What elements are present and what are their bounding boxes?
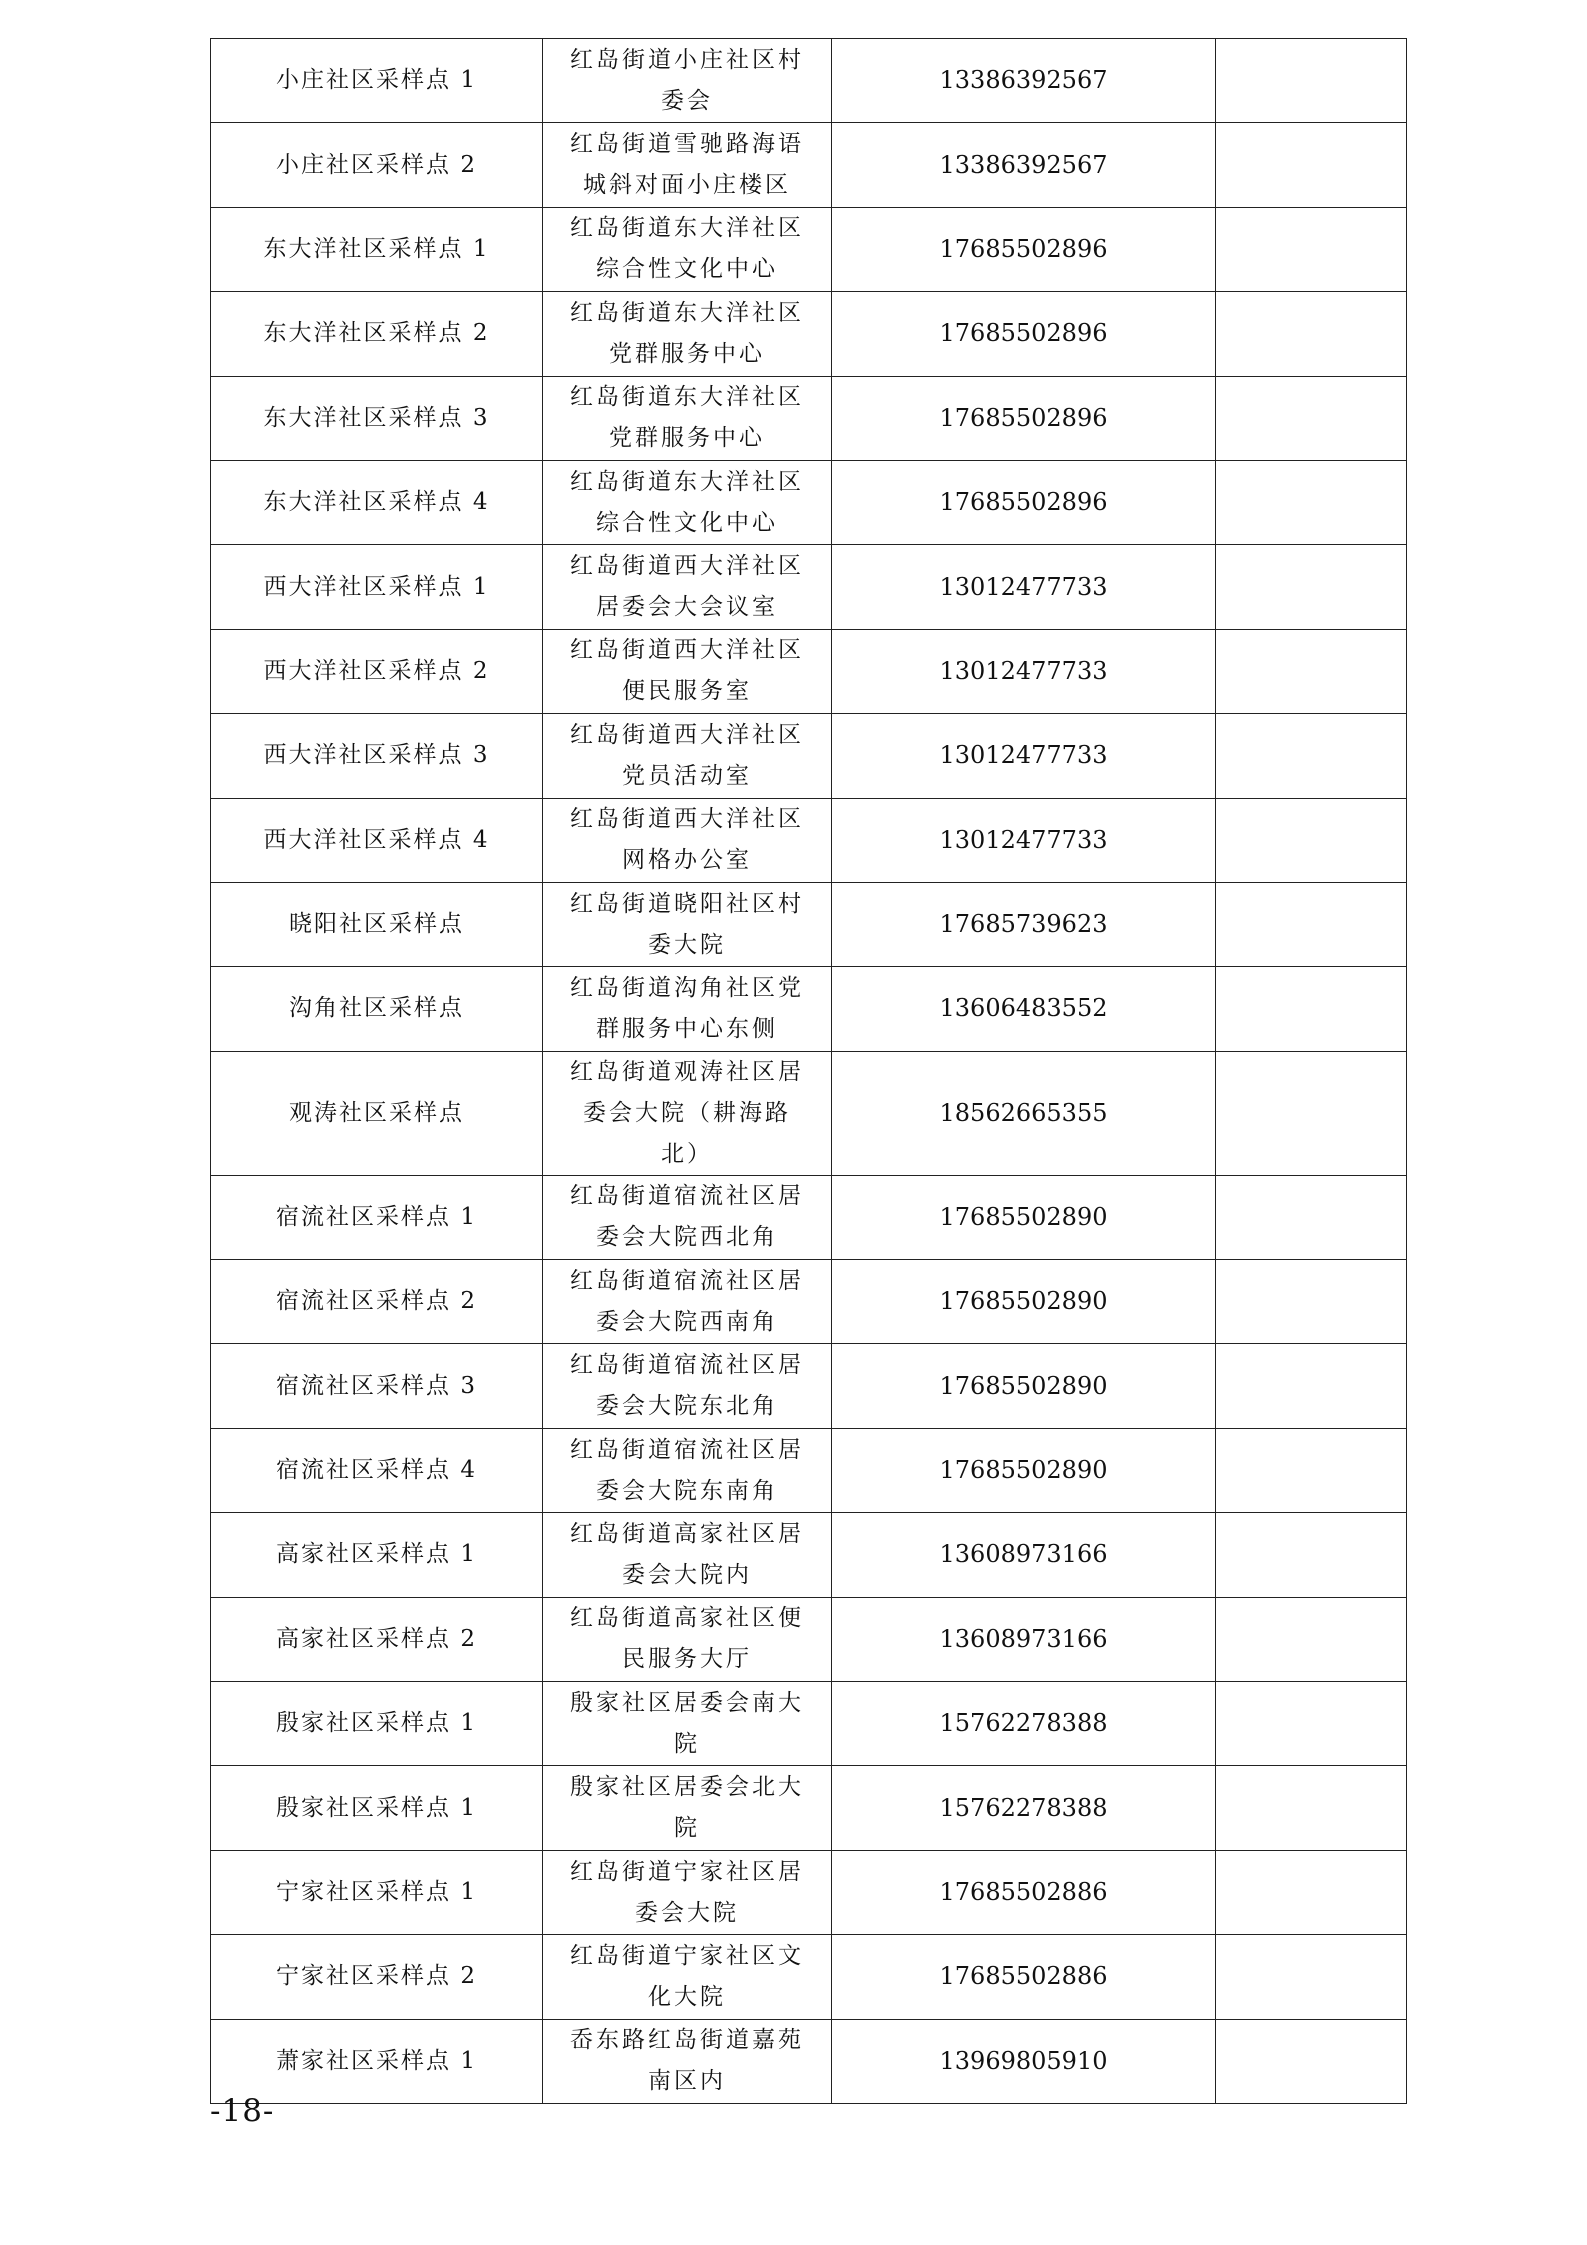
contact-phone-cell: 13606483552 xyxy=(832,967,1216,1051)
site-name-cell: 西大洋社区采样点 3 xyxy=(211,714,543,798)
site-address-cell: 红岛街道西大洋社区网格办公室 xyxy=(543,798,832,882)
table-row xyxy=(211,1766,1407,1850)
site-name-cell: 晓阳社区采样点 xyxy=(211,882,543,966)
remarks-cell xyxy=(1216,545,1407,629)
site-address-cell: 红岛街道雪驰路海语城斜对面小庄楼区 xyxy=(543,123,832,207)
site-address-cell: 红岛街道东大洋社区党群服务中心 xyxy=(543,376,832,460)
site-address-cell: 殷家社区居委会南大院 xyxy=(543,1682,832,1766)
site-address-cell: 红岛街道高家社区便民服务大厅 xyxy=(543,1597,832,1681)
remarks-cell xyxy=(1216,2019,1407,2103)
site-name-cell: 殷家社区采样点 1 xyxy=(211,1682,543,1766)
site-address-cell: 红岛街道晓阳社区村委大院 xyxy=(543,882,832,966)
site-name-cell: 小庄社区采样点 2 xyxy=(211,123,543,207)
contact-phone-cell: 17685502896 xyxy=(832,207,1216,291)
site-address-cell: 红岛街道西大洋社区居委会大会议室 xyxy=(543,545,832,629)
site-name-cell: 西大洋社区采样点 1 xyxy=(211,545,543,629)
remarks-cell xyxy=(1216,207,1407,291)
site-name-cell: 宁家社区采样点 1 xyxy=(211,1850,543,1934)
table-row xyxy=(211,545,1407,629)
contact-phone-cell: 13012477733 xyxy=(832,545,1216,629)
table-row xyxy=(211,207,1407,291)
contact-phone-cell: 18562665355 xyxy=(832,1051,1216,1175)
site-name-cell: 宿流社区采样点 4 xyxy=(211,1428,543,1512)
table-row xyxy=(211,714,1407,798)
site-name-cell: 萧家社区采样点 1 xyxy=(211,2019,543,2103)
remarks-cell xyxy=(1216,882,1407,966)
site-address-cell: 红岛街道宿流社区居委会大院东北角 xyxy=(543,1344,832,1428)
table-row xyxy=(211,1935,1407,2019)
contact-phone-cell: 17685502890 xyxy=(832,1428,1216,1512)
site-address-cell: 红岛街道宿流社区居委会大院东南角 xyxy=(543,1428,832,1512)
site-address-cell: 红岛街道西大洋社区便民服务室 xyxy=(543,629,832,713)
page-number: -18- xyxy=(210,2093,275,2129)
remarks-cell xyxy=(1216,629,1407,713)
table-row xyxy=(211,1428,1407,1512)
remarks-cell xyxy=(1216,1260,1407,1344)
site-name-cell: 宿流社区采样点 2 xyxy=(211,1260,543,1344)
site-name-cell: 高家社区采样点 1 xyxy=(211,1513,543,1597)
site-address-cell: 红岛街道东大洋社区党群服务中心 xyxy=(543,292,832,376)
table-row xyxy=(211,629,1407,713)
remarks-cell xyxy=(1216,1766,1407,1850)
site-address-cell: 红岛街道宿流社区居委会大院西北角 xyxy=(543,1175,832,1259)
remarks-cell xyxy=(1216,1344,1407,1428)
contact-phone-cell: 13012477733 xyxy=(832,629,1216,713)
contact-phone-cell: 17685739623 xyxy=(832,882,1216,966)
contact-phone-cell: 13012477733 xyxy=(832,798,1216,882)
contact-phone-cell: 13386392567 xyxy=(832,123,1216,207)
table-row xyxy=(211,1175,1407,1259)
remarks-cell xyxy=(1216,1935,1407,2019)
site-name-cell: 宁家社区采样点 2 xyxy=(211,1935,543,2019)
remarks-cell xyxy=(1216,798,1407,882)
remarks-cell xyxy=(1216,1513,1407,1597)
site-address-cell: 岙东路红岛街道嘉苑南区内 xyxy=(543,2019,832,2103)
table-row xyxy=(211,1597,1407,1681)
site-address-cell: 红岛街道东大洋社区综合性文化中心 xyxy=(543,460,832,544)
remarks-cell xyxy=(1216,1597,1407,1681)
remarks-cell xyxy=(1216,1428,1407,1512)
table-row xyxy=(211,1850,1407,1934)
site-address-cell: 红岛街道西大洋社区党员活动室 xyxy=(543,714,832,798)
site-address-cell: 红岛街道宁家社区文化大院 xyxy=(543,1935,832,2019)
contact-phone-cell: 17685502896 xyxy=(832,376,1216,460)
site-address-cell: 红岛街道小庄社区村委会 xyxy=(543,39,832,123)
contact-phone-cell: 17685502886 xyxy=(832,1935,1216,2019)
remarks-cell xyxy=(1216,1850,1407,1934)
site-address-cell: 红岛街道宿流社区居委会大院西南角 xyxy=(543,1260,832,1344)
contact-phone-cell: 13969805910 xyxy=(832,2019,1216,2103)
table-row xyxy=(211,123,1407,207)
site-address-cell: 殷家社区居委会北大院 xyxy=(543,1766,832,1850)
contact-phone-cell: 17685502896 xyxy=(832,460,1216,544)
table-row xyxy=(211,798,1407,882)
table-row xyxy=(211,376,1407,460)
site-name-cell: 宿流社区采样点 1 xyxy=(211,1175,543,1259)
site-address-cell: 红岛街道观涛社区居委会大院（耕海路北） xyxy=(543,1051,832,1175)
table-row xyxy=(211,1513,1407,1597)
table-row xyxy=(211,292,1407,376)
table-row xyxy=(211,460,1407,544)
site-name-cell: 东大洋社区采样点 3 xyxy=(211,376,543,460)
contact-phone-cell: 17685502890 xyxy=(832,1260,1216,1344)
site-name-cell: 东大洋社区采样点 1 xyxy=(211,207,543,291)
site-name-cell: 西大洋社区采样点 2 xyxy=(211,629,543,713)
table-row xyxy=(211,1260,1407,1344)
remarks-cell xyxy=(1216,460,1407,544)
remarks-cell xyxy=(1216,1682,1407,1766)
site-address-cell: 红岛街道高家社区居委会大院内 xyxy=(543,1513,832,1597)
site-name-cell: 观涛社区采样点 xyxy=(211,1051,543,1175)
remarks-cell xyxy=(1216,1051,1407,1175)
remarks-cell xyxy=(1216,123,1407,207)
table-row xyxy=(211,1344,1407,1428)
table-row xyxy=(211,2019,1407,2103)
contact-phone-cell: 13608973166 xyxy=(832,1513,1216,1597)
contact-phone-cell: 15762278388 xyxy=(832,1682,1216,1766)
site-name-cell: 沟角社区采样点 xyxy=(211,967,543,1051)
contact-phone-cell: 13608973166 xyxy=(832,1597,1216,1681)
site-name-cell: 东大洋社区采样点 2 xyxy=(211,292,543,376)
site-address-cell: 红岛街道宁家社区居委会大院 xyxy=(543,1850,832,1934)
site-name-cell: 西大洋社区采样点 4 xyxy=(211,798,543,882)
remarks-cell xyxy=(1216,292,1407,376)
sampling-sites-table-container xyxy=(210,38,1406,2104)
site-name-cell: 东大洋社区采样点 4 xyxy=(211,460,543,544)
table-row xyxy=(211,39,1407,123)
contact-phone-cell: 17685502896 xyxy=(832,292,1216,376)
contact-phone-cell: 13386392567 xyxy=(832,39,1216,123)
contact-phone-cell: 15762278388 xyxy=(832,1766,1216,1850)
site-address-cell: 红岛街道沟角社区党群服务中心东侧 xyxy=(543,967,832,1051)
remarks-cell xyxy=(1216,376,1407,460)
site-name-cell: 殷家社区采样点 1 xyxy=(211,1766,543,1850)
site-address-cell: 红岛街道东大洋社区综合性文化中心 xyxy=(543,207,832,291)
table-body xyxy=(211,39,1407,2104)
remarks-cell xyxy=(1216,1175,1407,1259)
table-row xyxy=(211,882,1407,966)
table-row xyxy=(211,1051,1407,1175)
site-name-cell: 高家社区采样点 2 xyxy=(211,1597,543,1681)
contact-phone-cell: 17685502890 xyxy=(832,1175,1216,1259)
site-name-cell: 小庄社区采样点 1 xyxy=(211,39,543,123)
contact-phone-cell: 17685502890 xyxy=(832,1344,1216,1428)
sampling-sites-table xyxy=(210,38,1407,2104)
site-name-cell: 宿流社区采样点 3 xyxy=(211,1344,543,1428)
table-row xyxy=(211,967,1407,1051)
remarks-cell xyxy=(1216,967,1407,1051)
contact-phone-cell: 17685502886 xyxy=(832,1850,1216,1934)
contact-phone-cell: 13012477733 xyxy=(832,714,1216,798)
table-row xyxy=(211,1682,1407,1766)
remarks-cell xyxy=(1216,39,1407,123)
remarks-cell xyxy=(1216,714,1407,798)
